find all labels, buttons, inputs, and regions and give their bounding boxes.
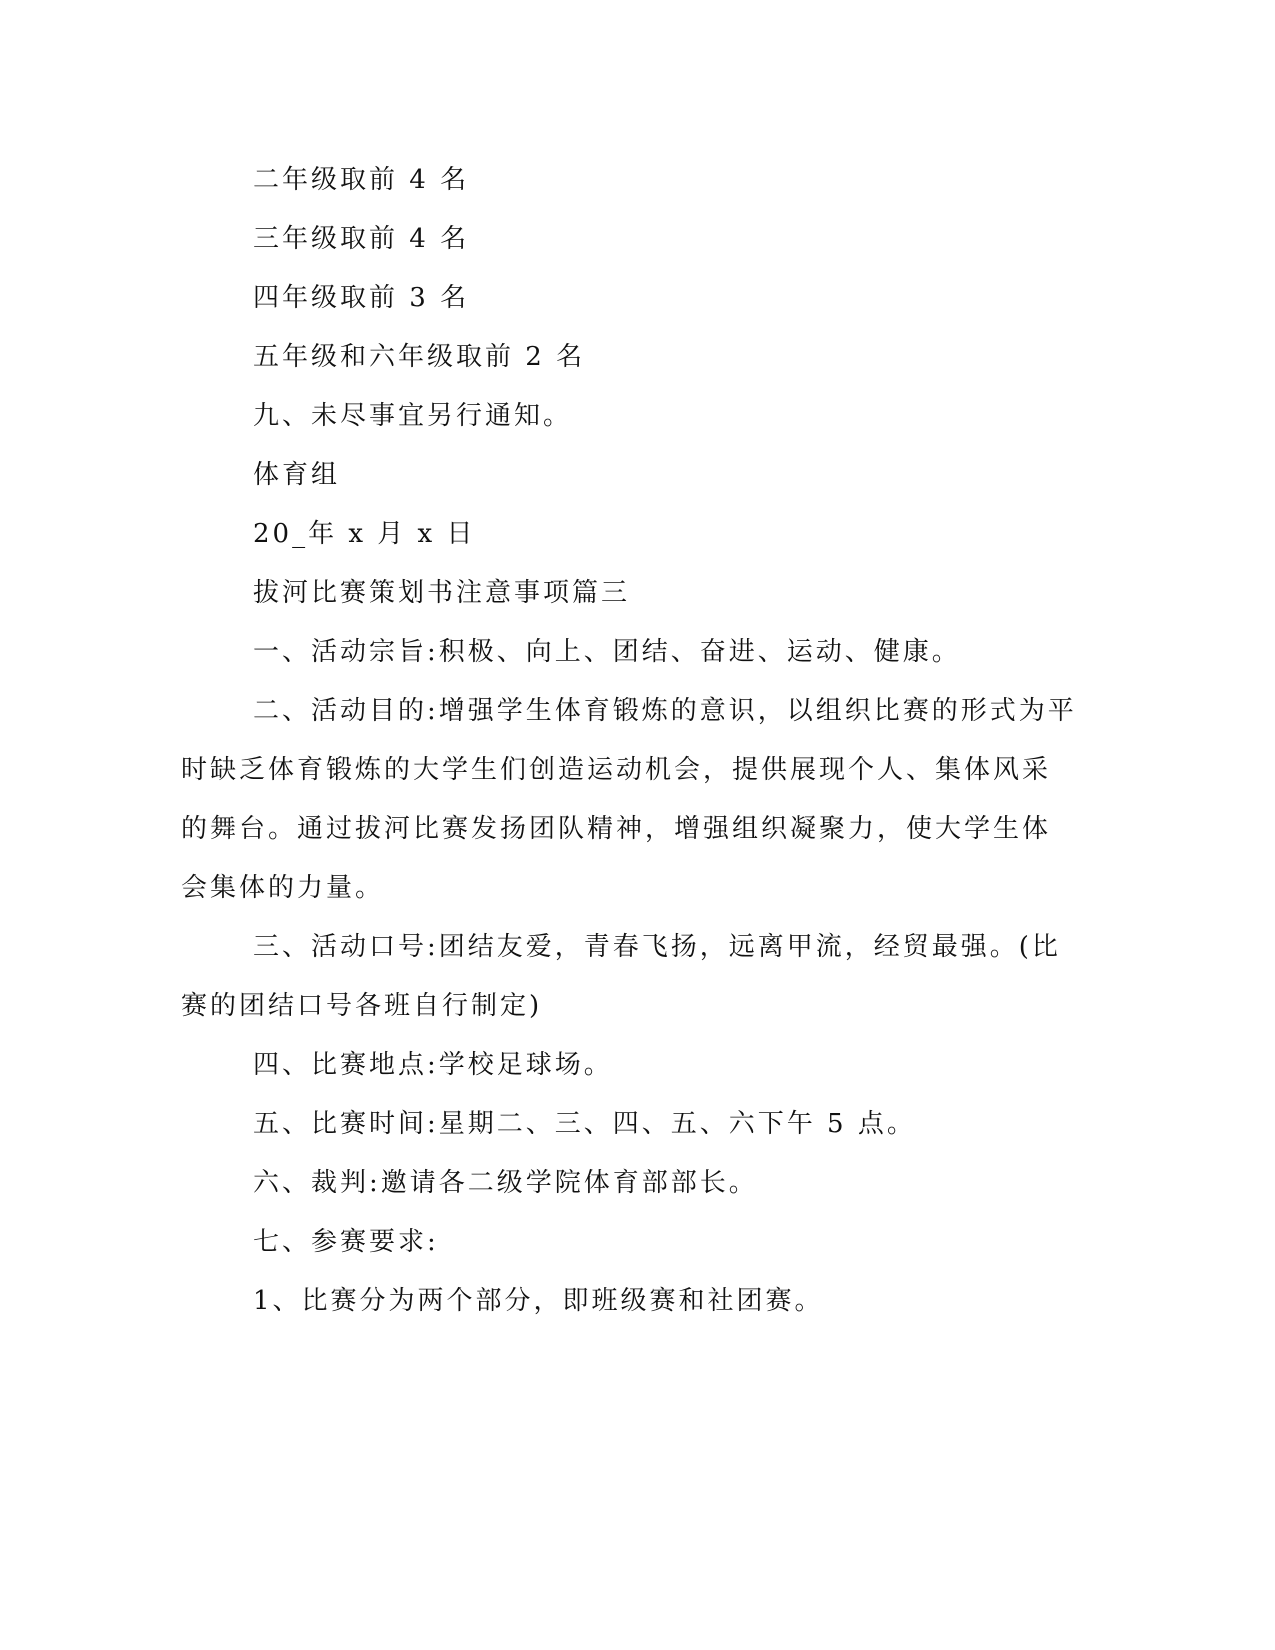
section-heading: 拔河比赛策划书注意事项篇三 — [253, 578, 631, 608]
text-line: 二年级取前 4 名 — [253, 165, 470, 195]
paragraph-line: 的舞台。通过拔河比赛发扬团队精神，增强组织凝聚力，使大学生体 — [181, 814, 1052, 844]
text-line: 五、比赛时间:星期二、三、四、五、六下午 5 点。 — [253, 1109, 916, 1139]
text-line: 五年级和六年级取前 2 名 — [253, 342, 586, 372]
text-line: 九、未尽事宜另行通知。 — [253, 401, 573, 431]
paragraph-line: 时缺乏体育锻炼的大学生们创造运动机会，提供展现个人、集体风采 — [181, 755, 1052, 785]
paragraph-line: 二、活动目的:增强学生体育锻炼的意识，以组织比赛的形式为平 — [253, 696, 1077, 726]
paragraph-line: 会集体的力量。 — [181, 873, 385, 903]
text-line: 四、比赛地点:学校足球场。 — [253, 1050, 613, 1080]
paragraph-line: 三、活动口号:团结友爱，青春飞扬，远离甲流，经贸最强。(比 — [253, 932, 1061, 962]
text-line: 六、裁判:邀请各二级学院体育部部长。 — [253, 1168, 758, 1198]
text-line: 一、活动宗旨:积极、向上、团结、奋进、运动、健康。 — [253, 637, 961, 667]
text-line: 1、比赛分为两个部分，即班级赛和社团赛。 — [253, 1286, 824, 1316]
text-line: 三年级取前 4 名 — [253, 224, 470, 254]
signature-line: 体育组 — [253, 460, 341, 490]
paragraph-line: 赛的团结口号各班自行制定) — [181, 991, 543, 1021]
date-line: 20_年 x 月 x 日 — [253, 519, 476, 549]
text-line: 七、参赛要求: — [253, 1227, 439, 1257]
text-line: 四年级取前 3 名 — [253, 283, 470, 313]
